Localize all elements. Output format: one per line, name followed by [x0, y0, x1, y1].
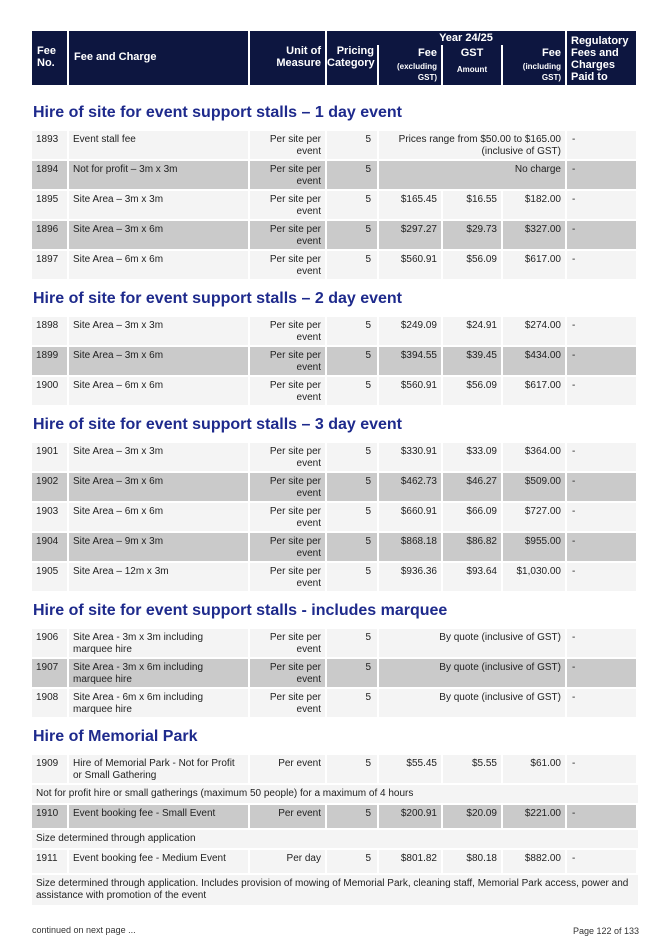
fee-number: 1910: [32, 805, 67, 828]
fee-name: Site Area – 3m x 6m: [69, 221, 248, 249]
regulatory-paid-to: -: [567, 251, 636, 279]
fee-name: Not for profit – 3m x 3m: [69, 161, 248, 189]
unit-of-measure: Per site per event: [250, 317, 325, 345]
fee-number: 1900: [32, 377, 67, 405]
gst-amount: $93.64: [443, 563, 501, 591]
fee-section: [32, 601, 638, 717]
unit-of-measure: Per site per event: [250, 473, 325, 501]
fee-section: [32, 103, 638, 279]
gst-amount: $20.09: [443, 805, 501, 828]
header-fee-incl-label: Fee: [542, 47, 561, 59]
gst-amount: $86.82: [443, 533, 501, 561]
unit-of-measure: Per site per event: [250, 191, 325, 219]
gst-amount: $24.91: [443, 317, 501, 345]
fee-number: 1904: [32, 533, 67, 561]
price-note: No charge: [379, 161, 565, 189]
fee-row: [32, 221, 638, 249]
fee-row: [32, 629, 638, 657]
pricing-category: 5: [327, 629, 377, 657]
fee-name: Site Area - 3m x 6m including marquee hire: [69, 659, 248, 687]
fee-note: Size determined through application. Includes provision of mowing of Memorial Park, cleaning staff, Memorial Park access, power and assistance with promotion of the event: [32, 875, 638, 905]
fee-section: [32, 415, 638, 591]
fee-incl-gst: $434.00: [503, 347, 565, 375]
fee-incl-gst: $1,030.00: [503, 563, 565, 591]
fee-incl-gst: $882.00: [503, 850, 565, 873]
fee-row: [32, 347, 638, 375]
fee-section: [32, 727, 638, 905]
fee-row: [32, 251, 638, 279]
gst-amount: $56.09: [443, 377, 501, 405]
fee-excl-gst: $660.91: [379, 503, 441, 531]
pricing-category: 5: [327, 221, 377, 249]
fee-name: Site Area – 6m x 6m: [69, 377, 248, 405]
unit-of-measure: Per event: [250, 805, 325, 828]
fee-incl-gst: $617.00: [503, 251, 565, 279]
fee-name: Hire of Memorial Park - Not for Profit or Small Gathering: [69, 755, 248, 783]
fee-incl-gst: $327.00: [503, 221, 565, 249]
fee-number: 1898: [32, 317, 67, 345]
fee-number: 1908: [32, 689, 67, 717]
fee-number: 1905: [32, 563, 67, 591]
regulatory-paid-to: -: [567, 317, 636, 345]
pricing-category: 5: [327, 347, 377, 375]
fee-number: 1899: [32, 347, 67, 375]
fee-incl-gst: $182.00: [503, 191, 565, 219]
header-year: Year 24/25: [373, 31, 559, 45]
fee-excl-gst: $936.36: [379, 563, 441, 591]
section-title: Hire of site for event support stalls – 3 day event: [33, 416, 402, 433]
unit-of-measure: Per site per event: [250, 347, 325, 375]
fee-excl-gst: $200.91: [379, 805, 441, 828]
fee-row: [32, 131, 638, 159]
pricing-category: 5: [327, 443, 377, 471]
fee-row: [32, 850, 638, 873]
pricing-category: 5: [327, 131, 377, 159]
gst-amount: $16.55: [443, 191, 501, 219]
unit-of-measure: Per site per event: [250, 161, 325, 189]
fee-name: Site Area – 6m x 6m: [69, 251, 248, 279]
fee-number: 1907: [32, 659, 67, 687]
continued-note: continued on next page ...: [32, 925, 136, 935]
regulatory-paid-to: -: [567, 473, 636, 501]
regulatory-paid-to: -: [567, 161, 636, 189]
regulatory-paid-to: -: [567, 221, 636, 249]
header-pricing-category: Pricing Category: [327, 31, 377, 85]
fee-name: Event stall fee: [69, 131, 248, 159]
fee-row: [32, 191, 638, 219]
pricing-category: 5: [327, 563, 377, 591]
regulatory-paid-to: -: [567, 191, 636, 219]
unit-of-measure: Per site per event: [250, 377, 325, 405]
fee-row: [32, 805, 638, 828]
fee-number: 1906: [32, 629, 67, 657]
fee-number: 1909: [32, 755, 67, 783]
fee-note: Not for profit hire or small gatherings (maximum 50 people) for a maximum of 4 hours: [32, 785, 638, 803]
unit-of-measure: Per site per event: [250, 659, 325, 687]
fee-row: [32, 473, 638, 501]
fee-row: [32, 377, 638, 405]
fee-name: Site Area – 3m x 6m: [69, 347, 248, 375]
fee-name: Site Area – 12m x 3m: [69, 563, 248, 591]
unit-of-measure: Per site per event: [250, 533, 325, 561]
regulatory-paid-to: -: [567, 503, 636, 531]
unit-of-measure: Per site per event: [250, 563, 325, 591]
regulatory-paid-to: -: [567, 533, 636, 561]
fee-incl-gst: $509.00: [503, 473, 565, 501]
fee-incl-gst: $61.00: [503, 755, 565, 783]
unit-of-measure: Per site per event: [250, 443, 325, 471]
fee-number: 1903: [32, 503, 67, 531]
pricing-category: 5: [327, 251, 377, 279]
fee-name: Site Area – 3m x 3m: [69, 317, 248, 345]
gst-amount: $46.27: [443, 473, 501, 501]
regulatory-paid-to: -: [567, 689, 636, 717]
fee-section: [32, 289, 638, 405]
fee-name: Site Area – 6m x 6m: [69, 503, 248, 531]
fee-number: 1893: [32, 131, 67, 159]
header-gst-sub: Amount: [456, 65, 488, 74]
fee-row: [32, 533, 638, 561]
regulatory-paid-to: -: [567, 377, 636, 405]
fee-sections: [32, 103, 638, 905]
fee-incl-gst: $727.00: [503, 503, 565, 531]
regulatory-paid-to: -: [567, 805, 636, 828]
unit-of-measure: Per event: [250, 755, 325, 783]
regulatory-paid-to: -: [567, 443, 636, 471]
header-fee-excl-sub: (excluding GST): [396, 62, 437, 82]
fee-name: Site Area – 3m x 6m: [69, 473, 248, 501]
fee-row: [32, 689, 638, 717]
price-note: By quote (inclusive of GST): [379, 629, 565, 657]
header-fee-excl-label: Fee: [418, 47, 437, 59]
pricing-category: 5: [327, 533, 377, 561]
fee-incl-gst: $274.00: [503, 317, 565, 345]
regulatory-paid-to: -: [567, 659, 636, 687]
fee-excl-gst: $868.18: [379, 533, 441, 561]
gst-amount: $80.18: [443, 850, 501, 873]
gst-amount: $39.45: [443, 347, 501, 375]
header-fee-and-charge: Fee and Charge: [69, 31, 248, 85]
gst-amount: $33.09: [443, 443, 501, 471]
gst-amount: $66.09: [443, 503, 501, 531]
unit-of-measure: Per site per event: [250, 221, 325, 249]
regulatory-paid-to: -: [567, 347, 636, 375]
unit-of-measure: Per site per event: [250, 131, 325, 159]
fee-excl-gst: $560.91: [379, 377, 441, 405]
page-number: Page 122 of 133: [572, 926, 639, 936]
pricing-category: 5: [327, 377, 377, 405]
fee-excl-gst: $462.73: [379, 473, 441, 501]
fee-incl-gst: $955.00: [503, 533, 565, 561]
fee-name: Event booking fee - Small Event: [69, 805, 248, 828]
fee-name: Site Area - 6m x 6m including marquee hire: [69, 689, 248, 717]
section-title: Hire of Memorial Park: [33, 728, 198, 745]
fee-name: Site Area – 9m x 3m: [69, 533, 248, 561]
pricing-category: 5: [327, 191, 377, 219]
fee-name: Site Area - 3m x 3m including marquee hire: [69, 629, 248, 657]
unit-of-measure: Per day: [250, 850, 325, 873]
fee-incl-gst: $364.00: [503, 443, 565, 471]
fee-excl-gst: $560.91: [379, 251, 441, 279]
fee-name: Site Area – 3m x 3m: [69, 191, 248, 219]
header-gst-label: GST: [460, 47, 484, 59]
fee-number: 1895: [32, 191, 67, 219]
header-unit-of-measure: Unit of Measure: [250, 31, 325, 85]
pricing-category: 5: [327, 689, 377, 717]
fee-incl-gst: $617.00: [503, 377, 565, 405]
fee-row: [32, 659, 638, 687]
unit-of-measure: Per site per event: [250, 251, 325, 279]
regulatory-paid-to: -: [567, 563, 636, 591]
fee-row: [32, 503, 638, 531]
fee-note: Size determined through application: [32, 830, 638, 848]
price-note: Prices range from $50.00 to $165.00 (inclusive of GST): [379, 131, 565, 159]
fee-number: 1911: [32, 850, 67, 873]
gst-amount: $29.73: [443, 221, 501, 249]
fee-row: [32, 755, 638, 783]
section-title: Hire of site for event support stalls – 2 day event: [33, 290, 402, 307]
regulatory-paid-to: -: [567, 131, 636, 159]
pricing-category: 5: [327, 503, 377, 531]
unit-of-measure: Per site per event: [250, 689, 325, 717]
fee-name: Site Area – 3m x 3m: [69, 443, 248, 471]
fee-excl-gst: $55.45: [379, 755, 441, 783]
fee-row: [32, 443, 638, 471]
fee-excl-gst: $801.82: [379, 850, 441, 873]
gst-amount: $56.09: [443, 251, 501, 279]
fee-incl-gst: $221.00: [503, 805, 565, 828]
fee-excl-gst: $330.91: [379, 443, 441, 471]
fee-schedule-page: [32, 31, 638, 915]
gst-amount: $5.55: [443, 755, 501, 783]
fee-number: 1902: [32, 473, 67, 501]
price-note: By quote (inclusive of GST): [379, 659, 565, 687]
pricing-category: 5: [327, 473, 377, 501]
pricing-category: 5: [327, 755, 377, 783]
fee-row: [32, 317, 638, 345]
unit-of-measure: Per site per event: [250, 503, 325, 531]
pricing-category: 5: [327, 805, 377, 828]
section-title: Hire of site for event support stalls – 1 day event: [33, 104, 402, 121]
fee-number: 1901: [32, 443, 67, 471]
pricing-category: 5: [327, 161, 377, 189]
fee-number: 1896: [32, 221, 67, 249]
fee-name: Event booking fee - Medium Event: [69, 850, 248, 873]
price-note: By quote (inclusive of GST): [379, 689, 565, 717]
regulatory-paid-to: -: [567, 629, 636, 657]
section-title: Hire of site for event support stalls - includes marquee: [33, 602, 448, 619]
header-regulatory: Regulatory Fees and Charges Paid to: [567, 31, 636, 85]
pricing-category: 5: [327, 659, 377, 687]
fee-row: [32, 563, 638, 591]
header-fee-incl-sub: (including GST): [522, 62, 561, 82]
regulatory-paid-to: -: [567, 755, 636, 783]
fee-excl-gst: $394.55: [379, 347, 441, 375]
fee-excl-gst: $165.45: [379, 191, 441, 219]
header-fee-no: Fee No.: [32, 31, 67, 85]
fee-excl-gst: $249.09: [379, 317, 441, 345]
fee-row: [32, 161, 638, 189]
fee-excl-gst: $297.27: [379, 221, 441, 249]
unit-of-measure: Per site per event: [250, 629, 325, 657]
regulatory-paid-to: -: [567, 850, 636, 873]
fee-number: 1894: [32, 161, 67, 189]
pricing-category: 5: [327, 317, 377, 345]
pricing-category: 5: [327, 850, 377, 873]
fee-number: 1897: [32, 251, 67, 279]
